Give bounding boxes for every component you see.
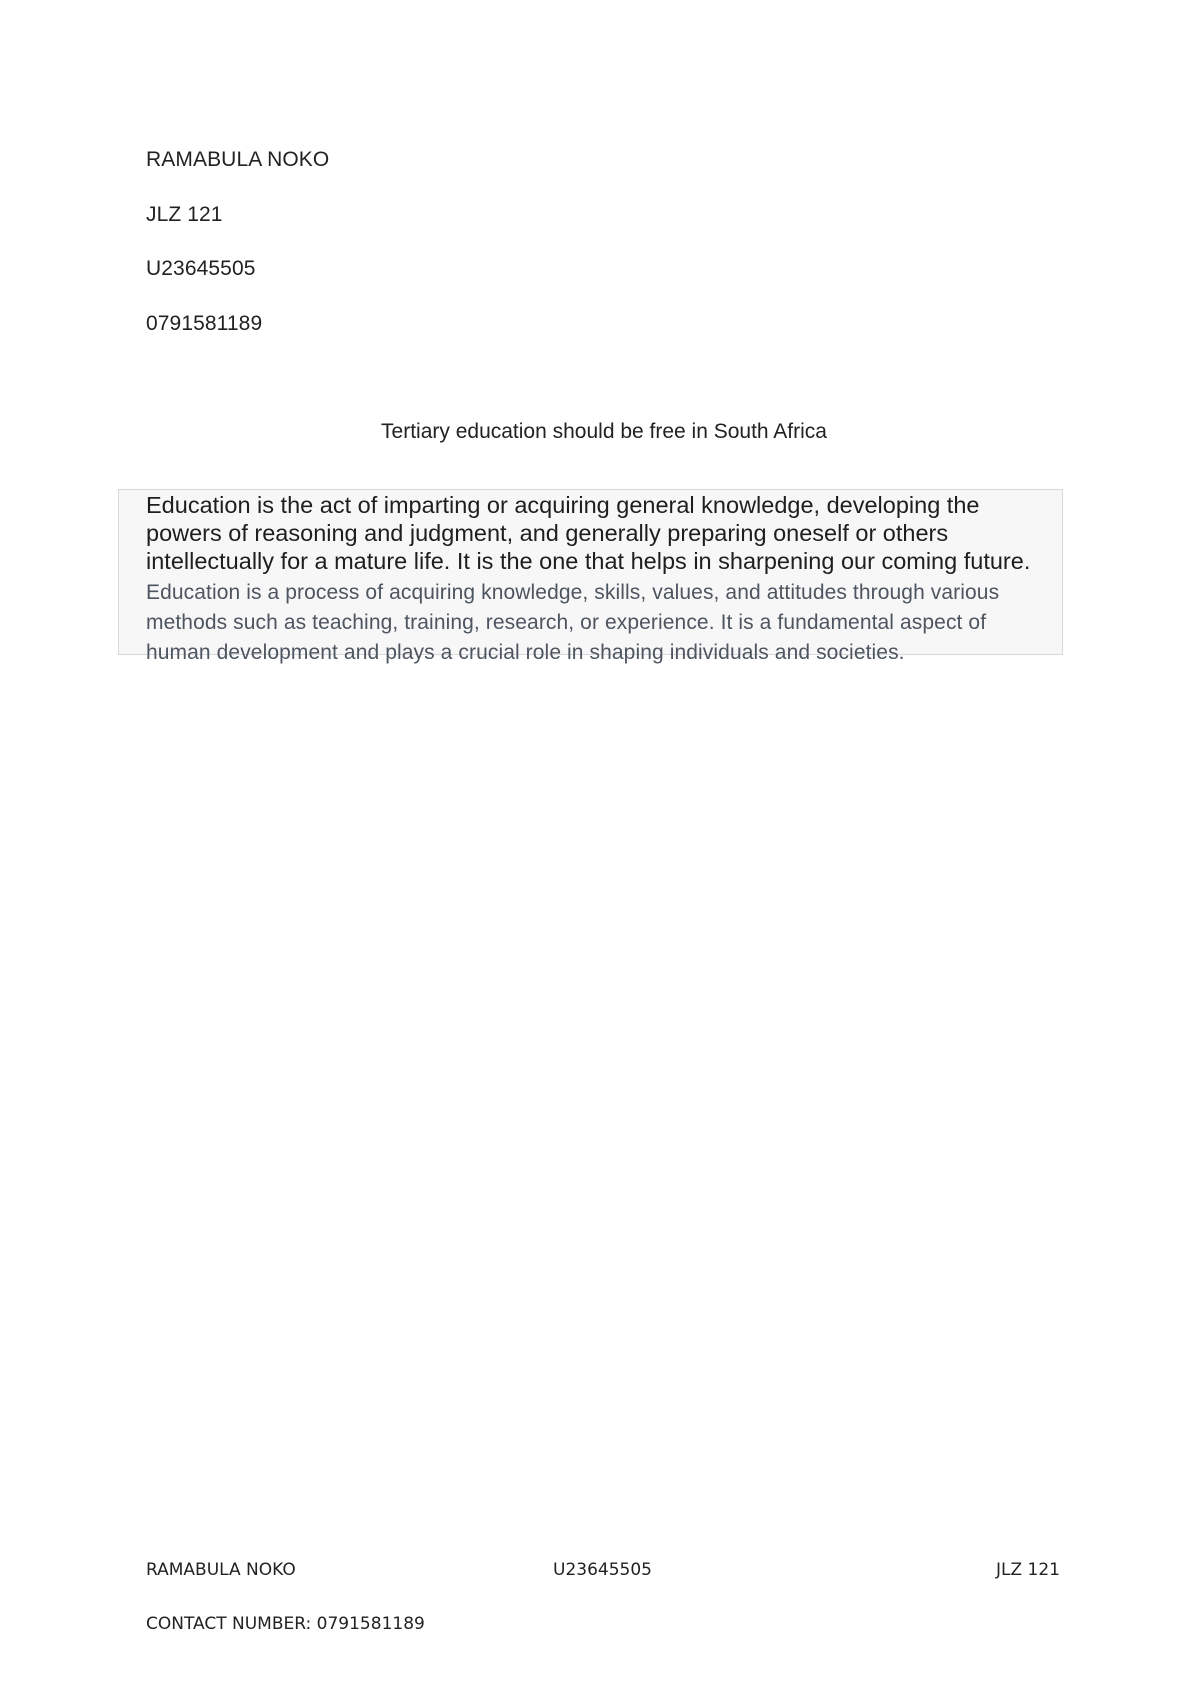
paragraph-box <box>118 489 1063 664</box>
footer-student-number: U23645505 <box>553 1560 652 1580</box>
header-phone-number: 0791581189 <box>146 312 263 335</box>
document-title: Tertiary education should be free in South Africa <box>381 420 827 443</box>
header-student-number: U23645505 <box>146 257 256 280</box>
paragraph-quoted-text: Education is a process of acquiring knowledge, skills, values, and attitudes through various methods such as teaching, training, research, or experience. It is a fundamental aspect of human development and plays a crucial role in shaping individuals and societies. <box>146 581 1000 664</box>
footer-contact-number: CONTACT NUMBER: 0791581189 <box>146 1614 425 1634</box>
footer-module-code: JLZ 121 <box>996 1560 1060 1580</box>
header-student-name: RAMABULA NOKO <box>146 148 330 171</box>
header-module-code: JLZ 121 <box>146 203 223 226</box>
paragraph-main-text: Education is the act of imparting or acquiring general knowledge, developing the powers of reasoning and judgment, and generally preparing oneself or others intellectually for a mature life. It is the one that helps in sharpening our coming future. <box>146 492 1031 574</box>
footer-student-name: RAMABULA NOKO <box>146 1560 296 1580</box>
paragraph-body <box>146 491 1044 667</box>
